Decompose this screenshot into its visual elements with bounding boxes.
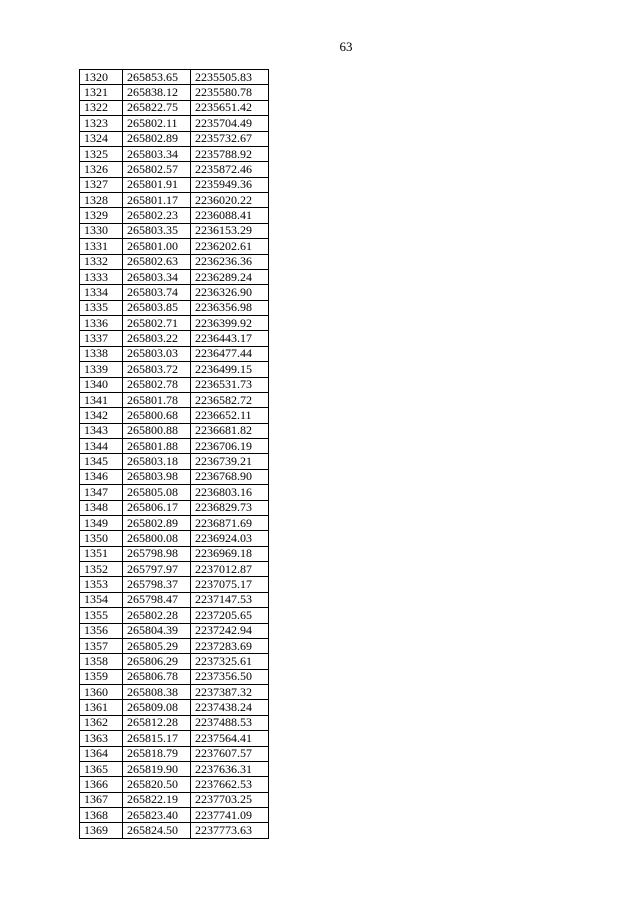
coord-y-cell: 2236202.61 <box>191 239 269 254</box>
table-row <box>80 70 269 85</box>
coord-y-cell: 2236739.21 <box>191 454 269 469</box>
table-row <box>80 731 269 746</box>
coord-y-cell: 2237283.69 <box>191 638 269 653</box>
table-row <box>80 223 269 238</box>
point-number-cell: 1361 <box>80 700 123 715</box>
point-number-cell: 1359 <box>80 669 123 684</box>
coord-y-cell: 2236477.44 <box>191 346 269 361</box>
coord-x-cell: 265803.98 <box>123 469 191 484</box>
table-row <box>80 638 269 653</box>
table-row <box>80 546 269 561</box>
coord-y-cell: 2236153.29 <box>191 223 269 238</box>
point-number-cell: 1328 <box>80 193 123 208</box>
table-row <box>80 515 269 530</box>
coord-x-cell: 265853.65 <box>123 70 191 85</box>
point-number-cell: 1348 <box>80 500 123 515</box>
coord-y-cell: 2237147.53 <box>191 592 269 607</box>
coord-y-cell: 2236706.19 <box>191 439 269 454</box>
coord-y-cell: 2236443.17 <box>191 331 269 346</box>
coord-y-cell: 2236969.18 <box>191 546 269 561</box>
point-number-cell: 1336 <box>80 316 123 331</box>
point-number-cell: 1351 <box>80 546 123 561</box>
coord-y-cell: 2235704.49 <box>191 116 269 131</box>
point-number-cell: 1349 <box>80 515 123 530</box>
coord-y-cell: 2235949.36 <box>191 177 269 192</box>
page-number: 63 <box>339 39 353 54</box>
point-number-cell: 1339 <box>80 362 123 377</box>
coord-x-cell: 265802.28 <box>123 608 191 623</box>
table-row <box>80 715 269 730</box>
coord-x-cell: 265803.35 <box>123 223 191 238</box>
coord-x-cell: 265822.19 <box>123 792 191 807</box>
point-number-cell: 1352 <box>80 562 123 577</box>
coord-y-cell: 2237607.57 <box>191 746 269 761</box>
coord-y-cell: 2237662.53 <box>191 777 269 792</box>
table-row <box>80 577 269 592</box>
point-number-cell: 1334 <box>80 285 123 300</box>
coord-x-cell: 265803.18 <box>123 454 191 469</box>
table-row <box>80 592 269 607</box>
point-number-cell: 1363 <box>80 731 123 746</box>
coord-y-cell: 2235505.83 <box>191 70 269 85</box>
table-row <box>80 285 269 300</box>
table-row <box>80 485 269 500</box>
coord-x-cell: 265803.34 <box>123 146 191 161</box>
coord-x-cell: 265802.11 <box>123 116 191 131</box>
point-number-cell: 1355 <box>80 608 123 623</box>
table-row <box>80 700 269 715</box>
coord-y-cell: 2237488.53 <box>191 715 269 730</box>
coord-x-cell: 265822.75 <box>123 100 191 115</box>
coord-x-cell: 265802.57 <box>123 162 191 177</box>
point-number-cell: 1324 <box>80 131 123 146</box>
coord-x-cell: 265798.37 <box>123 577 191 592</box>
table-row <box>80 562 269 577</box>
point-number-cell: 1322 <box>80 100 123 115</box>
point-number-cell: 1327 <box>80 177 123 192</box>
coord-y-cell: 2237075.17 <box>191 577 269 592</box>
point-number-cell: 1331 <box>80 239 123 254</box>
coord-x-cell: 265801.17 <box>123 193 191 208</box>
point-number-cell: 1320 <box>80 70 123 85</box>
coord-y-cell: 2237773.63 <box>191 823 269 838</box>
point-number-cell: 1340 <box>80 377 123 392</box>
coord-y-cell: 2236356.98 <box>191 300 269 315</box>
coord-y-cell: 2237242.94 <box>191 623 269 638</box>
coord-x-cell: 265820.50 <box>123 777 191 792</box>
table-row <box>80 377 269 392</box>
point-number-cell: 1356 <box>80 623 123 638</box>
table-row <box>80 469 269 484</box>
point-number-cell: 1342 <box>80 408 123 423</box>
table-row <box>80 685 269 700</box>
point-number-cell: 1338 <box>80 346 123 361</box>
table-row <box>80 654 269 669</box>
coord-x-cell: 265806.29 <box>123 654 191 669</box>
coord-y-cell: 2237703.25 <box>191 792 269 807</box>
table-row <box>80 808 269 823</box>
table-row <box>80 346 269 361</box>
table-row <box>80 254 269 269</box>
table-row <box>80 162 269 177</box>
coord-y-cell: 2236326.90 <box>191 285 269 300</box>
table-row <box>80 116 269 131</box>
coord-x-cell: 265801.88 <box>123 439 191 454</box>
coord-y-cell: 2236289.24 <box>191 269 269 284</box>
point-number-cell: 1325 <box>80 146 123 161</box>
coord-y-cell: 2237636.31 <box>191 761 269 776</box>
coord-x-cell: 265802.71 <box>123 316 191 331</box>
coord-x-cell: 265838.12 <box>123 85 191 100</box>
coord-y-cell: 2236803.16 <box>191 485 269 500</box>
coord-y-cell: 2236499.15 <box>191 362 269 377</box>
coord-x-cell: 265806.17 <box>123 500 191 515</box>
coord-y-cell: 2236399.92 <box>191 316 269 331</box>
coord-y-cell: 2235788.92 <box>191 146 269 161</box>
coord-x-cell: 265803.03 <box>123 346 191 361</box>
coord-x-cell: 265818.79 <box>123 746 191 761</box>
table-row <box>80 823 269 838</box>
table-row <box>80 100 269 115</box>
table-row <box>80 777 269 792</box>
table-row <box>80 239 269 254</box>
point-number-cell: 1346 <box>80 469 123 484</box>
point-number-cell: 1358 <box>80 654 123 669</box>
coord-x-cell: 265802.23 <box>123 208 191 223</box>
table-row <box>80 761 269 776</box>
coord-y-cell: 2235732.67 <box>191 131 269 146</box>
point-number-cell: 1326 <box>80 162 123 177</box>
coord-x-cell: 265801.00 <box>123 239 191 254</box>
table-row <box>80 146 269 161</box>
point-number-cell: 1366 <box>80 777 123 792</box>
coord-y-cell: 2237325.61 <box>191 654 269 669</box>
coord-x-cell: 265803.34 <box>123 269 191 284</box>
coord-x-cell: 265800.08 <box>123 531 191 546</box>
point-number-cell: 1360 <box>80 685 123 700</box>
table-row <box>80 131 269 146</box>
table-row <box>80 500 269 515</box>
coord-x-cell: 265800.88 <box>123 423 191 438</box>
coord-x-cell: 265806.78 <box>123 669 191 684</box>
point-number-cell: 1321 <box>80 85 123 100</box>
table-row <box>80 792 269 807</box>
coord-y-cell: 2236020.22 <box>191 193 269 208</box>
coord-y-cell: 2237012.87 <box>191 562 269 577</box>
coord-x-cell: 265808.38 <box>123 685 191 700</box>
coord-x-cell: 265823.40 <box>123 808 191 823</box>
table-row <box>80 623 269 638</box>
coord-x-cell: 265801.78 <box>123 392 191 407</box>
coord-x-cell: 265802.89 <box>123 515 191 530</box>
point-number-cell: 1337 <box>80 331 123 346</box>
coord-x-cell: 265802.78 <box>123 377 191 392</box>
coord-y-cell: 2237356.50 <box>191 669 269 684</box>
table-row <box>80 269 269 284</box>
coordinate-table <box>79 69 269 839</box>
table-row <box>80 300 269 315</box>
coord-y-cell: 2235872.46 <box>191 162 269 177</box>
table-row <box>80 208 269 223</box>
point-number-cell: 1353 <box>80 577 123 592</box>
table-row <box>80 531 269 546</box>
coord-y-cell: 2236236.36 <box>191 254 269 269</box>
point-number-cell: 1365 <box>80 761 123 776</box>
coord-x-cell: 265803.22 <box>123 331 191 346</box>
table-row <box>80 193 269 208</box>
table-row <box>80 746 269 761</box>
point-number-cell: 1364 <box>80 746 123 761</box>
coord-y-cell: 2236871.69 <box>191 515 269 530</box>
point-number-cell: 1332 <box>80 254 123 269</box>
table-row <box>80 331 269 346</box>
coord-y-cell: 2237564.41 <box>191 731 269 746</box>
coord-x-cell: 265803.74 <box>123 285 191 300</box>
point-number-cell: 1323 <box>80 116 123 131</box>
coord-y-cell: 2237741.09 <box>191 808 269 823</box>
table-row <box>80 608 269 623</box>
coord-x-cell: 265809.08 <box>123 700 191 715</box>
point-number-cell: 1367 <box>80 792 123 807</box>
coord-x-cell: 265802.89 <box>123 131 191 146</box>
coord-x-cell: 265803.72 <box>123 362 191 377</box>
coord-y-cell: 2236531.73 <box>191 377 269 392</box>
table-row <box>80 85 269 100</box>
point-number-cell: 1344 <box>80 439 123 454</box>
table-row <box>80 454 269 469</box>
coord-y-cell: 2236652.11 <box>191 408 269 423</box>
coord-y-cell: 2237205.65 <box>191 608 269 623</box>
table-row <box>80 669 269 684</box>
coord-y-cell: 2237438.24 <box>191 700 269 715</box>
point-number-cell: 1369 <box>80 823 123 838</box>
point-number-cell: 1368 <box>80 808 123 823</box>
point-number-cell: 1329 <box>80 208 123 223</box>
point-number-cell: 1357 <box>80 638 123 653</box>
table-row <box>80 316 269 331</box>
coord-x-cell: 265805.29 <box>123 638 191 653</box>
table-row <box>80 177 269 192</box>
coord-x-cell: 265798.47 <box>123 592 191 607</box>
point-number-cell: 1350 <box>80 531 123 546</box>
point-number-cell: 1333 <box>80 269 123 284</box>
point-number-cell: 1341 <box>80 392 123 407</box>
table-row <box>80 362 269 377</box>
point-number-cell: 1362 <box>80 715 123 730</box>
coord-y-cell: 2236924.03 <box>191 531 269 546</box>
coord-x-cell: 265801.91 <box>123 177 191 192</box>
coord-x-cell: 265805.08 <box>123 485 191 500</box>
table-row <box>80 392 269 407</box>
coord-y-cell: 2237387.32 <box>191 685 269 700</box>
coord-x-cell: 265819.90 <box>123 761 191 776</box>
coord-x-cell: 265815.17 <box>123 731 191 746</box>
coord-y-cell: 2236088.41 <box>191 208 269 223</box>
point-number-cell: 1347 <box>80 485 123 500</box>
table-row <box>80 439 269 454</box>
point-number-cell: 1354 <box>80 592 123 607</box>
point-number-cell: 1335 <box>80 300 123 315</box>
coord-x-cell: 265824.50 <box>123 823 191 838</box>
coord-x-cell: 265797.97 <box>123 562 191 577</box>
coord-x-cell: 265804.39 <box>123 623 191 638</box>
point-number-cell: 1343 <box>80 423 123 438</box>
table-row <box>80 408 269 423</box>
coord-y-cell: 2235580.78 <box>191 85 269 100</box>
coord-y-cell: 2236768.90 <box>191 469 269 484</box>
coord-y-cell: 2236829.73 <box>191 500 269 515</box>
coord-x-cell: 265800.68 <box>123 408 191 423</box>
coord-x-cell: 265803.85 <box>123 300 191 315</box>
point-number-cell: 1345 <box>80 454 123 469</box>
coord-y-cell: 2236681.82 <box>191 423 269 438</box>
coord-x-cell: 265798.98 <box>123 546 191 561</box>
coord-y-cell: 2236582.72 <box>191 392 269 407</box>
coord-y-cell: 2235651.42 <box>191 100 269 115</box>
coordinate-table-body <box>80 70 269 839</box>
point-number-cell: 1330 <box>80 223 123 238</box>
coord-x-cell: 265802.63 <box>123 254 191 269</box>
coord-x-cell: 265812.28 <box>123 715 191 730</box>
table-row <box>80 423 269 438</box>
